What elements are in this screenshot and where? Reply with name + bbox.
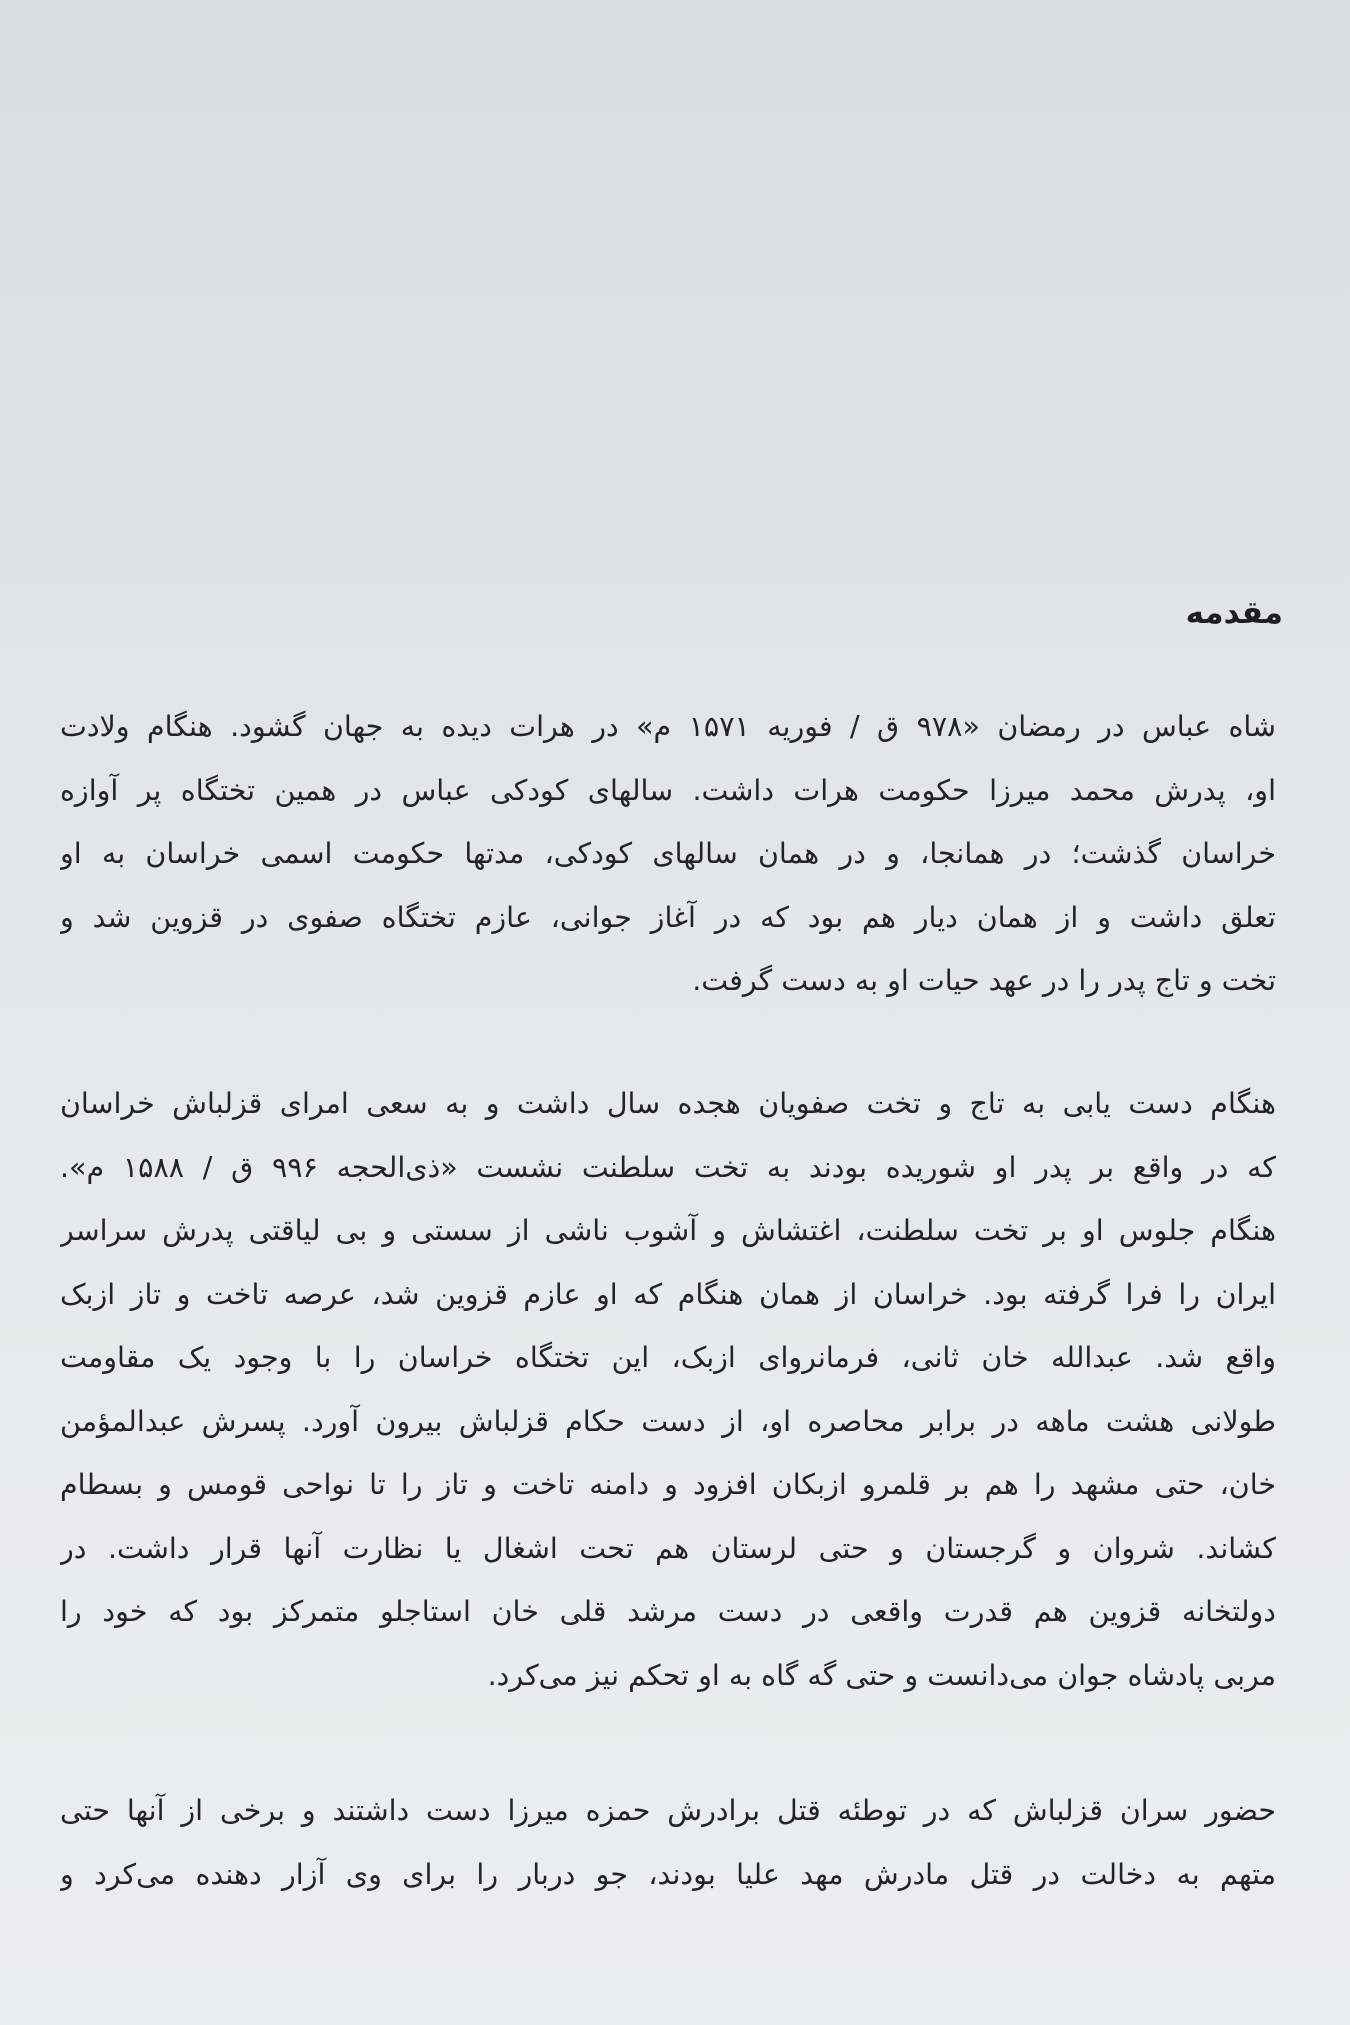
text-line: هنگام جلوس او بر تخت سلطنت، اغتشاش و آشوب ناشی از سستی و بی لیاقتی پدرش سراسر [60, 1214, 1276, 1247]
paragraph-1 [60, 695, 1276, 1013]
text-line: دولتخانه قزوین هم قدرت واقعی در دست مرشد قلی خان استاجلو متمرکز بود که خود را [60, 1595, 1276, 1628]
text-line: شاه عباس در رمضان «۹۷۸ ق / فوریه ۱۵۷۱ م» در هرات دیده به جهان گشود. هنگام ولادت [60, 710, 1276, 743]
text-line: تعلق داشت و از همان دیار هم بود که در آغاز جوانی، عازم تختگاه صفوی در قزوین شد و [60, 900, 1276, 934]
text-line: که در واقع بر پدر او شوریده بودند به تخت سلطنت نشست «ذی‌الحجه ۹۹۶ ق / ۱۵۸۸ م». [60, 1150, 1276, 1184]
text-line: خان، حتی مشهد را هم بر قلمرو ازبکان افزود و دامنه تاخت و تاز را تا نواحی قومس و بسطام [60, 1468, 1276, 1501]
text-line: واقع شد. عبدالله خان ثانی، فرمانروای ازبک، این تختگاه خراسان را با وجود یک مقاومت [60, 1341, 1276, 1374]
section-heading: مقدمه [1185, 595, 1283, 631]
text-line: هنگام دست یابی به تاج و تخت صفویان هجده سال داشت و به سعی امرای قزلباش خراسان [60, 1087, 1276, 1120]
text-line: او، پدرش محمد میرزا حکومت هرات داشت. سالهای کودکی عباس در همین تختگاه پر آوازه [60, 773, 1276, 807]
text-line: مربی پادشاه جوان می‌دانست و حتی گه گاه به او تحکم نیز می‌کرد. [487, 1658, 1276, 1692]
text-line: طولانی هشت ماهه در برابر محاصره او، از دست حکام قزلباش بیرون آورد. پسرش عبدالمؤمن [60, 1404, 1276, 1438]
text-line: کشاند. شروان و گرجستان و حتی لرستان هم تحت اشغال یا نظارت آنها قرار داشت. در [60, 1531, 1276, 1565]
text-line: ایران را فرا گرفته بود. خراسان از همان هنگام که او عازم قزوین شد، عرصه تاخت و تاز ازبک [60, 1277, 1276, 1311]
text-line: حضور سران قزلباش که در توطئه قتل برادرش حمزه میرزا دست داشتند و برخی از آنها حتی [60, 1794, 1276, 1827]
paragraph-2 [60, 1072, 1276, 1707]
text-line: تخت و تاج پدر را در عهد حیات او به دست گرفت. [692, 964, 1276, 997]
text-line: خراسان گذشت؛ در همانجا، و در همان سالهای کودکی، مدتها حکومت اسمی خراسان به او [60, 837, 1276, 870]
text-line: متهم به دخالت در قتل مادرش مهد علیا بودند، جو دربار را برای وی آزار دهنده می‌کرد و [60, 1857, 1276, 1891]
paragraph-3 [60, 1779, 1276, 1906]
